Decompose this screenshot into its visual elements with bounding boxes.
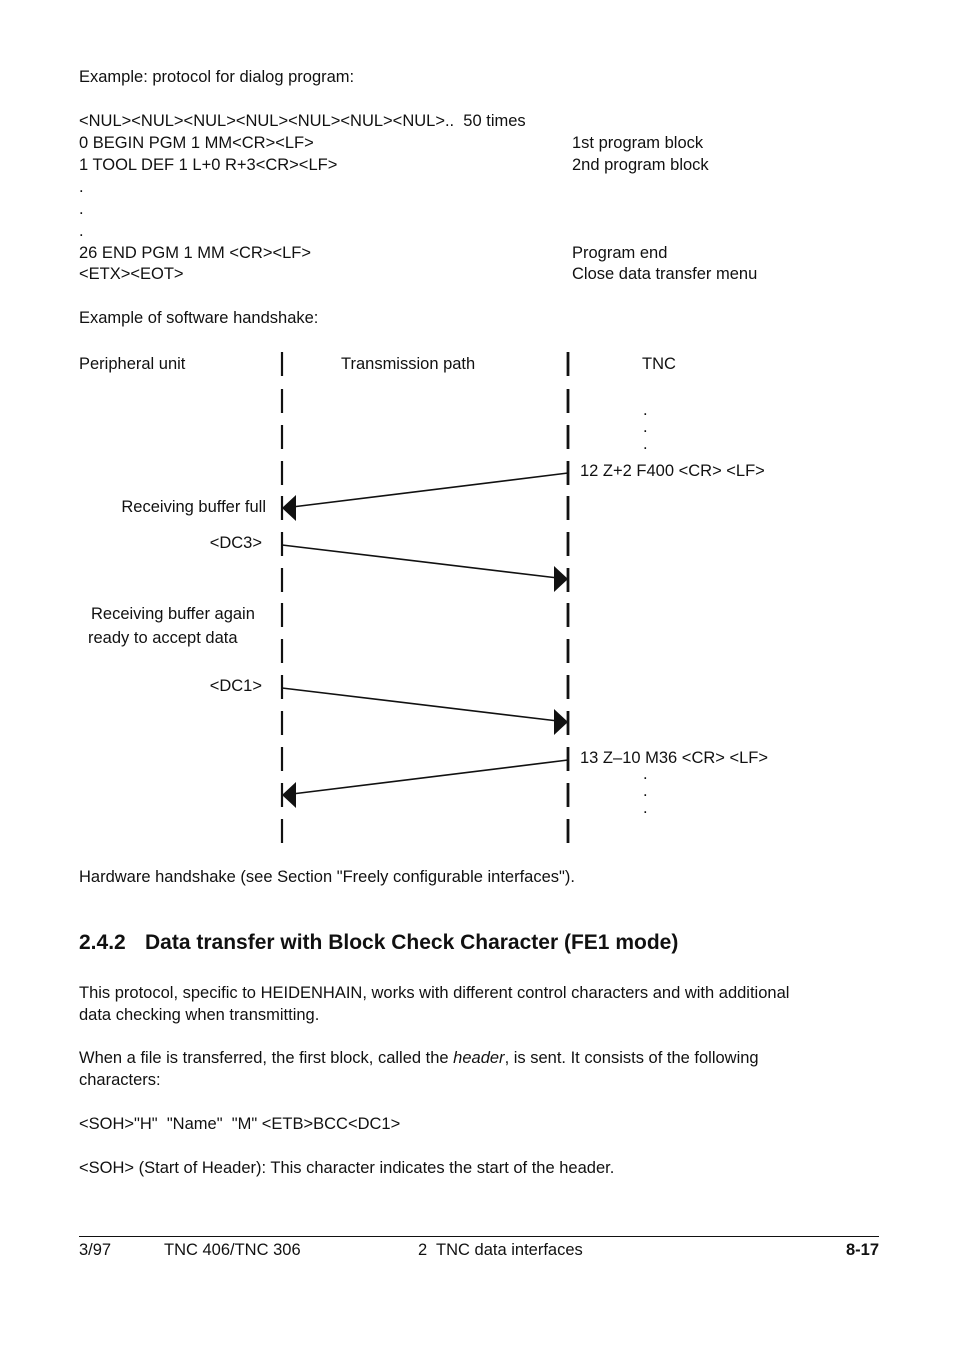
handshake-diagram-svg <box>0 340 954 860</box>
protocol-comment: Program end <box>572 244 668 262</box>
label-block12: 12 Z+2 F400 <CR> <LF> <box>580 462 765 480</box>
label-block13: 13 Z–10 M36 <CR> <LF> <box>580 749 769 767</box>
protocol-line: . <box>79 200 84 218</box>
continuation-dot: . <box>643 435 648 453</box>
protocol-line: <ETX><EOT> <box>79 265 184 283</box>
paragraph-1-line-1: This protocol, specific to HEIDENHAIN, works with different control characters and with additional <box>79 984 790 1002</box>
label-buffer-full: Receiving buffer full <box>121 498 266 516</box>
protocol-line: . <box>79 222 84 240</box>
soh-description: <SOH> (Start of Header): This character indicates the start of the header. <box>79 1159 615 1177</box>
continuation-dot: . <box>643 799 648 817</box>
paragraph-2-line-1 <box>79 1048 759 1068</box>
column-transmission-path: Transmission path <box>341 355 476 373</box>
hardware-handshake-note: Hardware handshake (see Section "Freely configurable interfaces"). <box>79 868 575 886</box>
continuation-dot: . <box>643 782 648 800</box>
protocol-comment: 2nd program block <box>572 156 709 174</box>
column-peripheral-unit: Peripheral unit <box>79 355 186 373</box>
paragraph-2-text: , is sent. It consists of the following <box>504 1049 759 1067</box>
arrow-block13 <box>282 760 568 808</box>
arrow-dc3 <box>282 545 568 592</box>
protocol-line: . <box>79 178 84 196</box>
protocol-line: 26 END PGM 1 MM <CR><LF> <box>79 244 311 262</box>
protocol-line: <NUL><NUL><NUL><NUL><NUL><NUL><NUL>.. 50 times <box>79 112 526 130</box>
label-dc1: <DC1> <box>209 677 262 695</box>
term-header: header <box>453 1049 505 1067</box>
protocol-line: 0 BEGIN PGM 1 MM<CR><LF> <box>79 134 314 152</box>
paragraph-2-line-2: characters: <box>79 1071 161 1089</box>
footer-product: TNC 406/TNC 306 <box>164 1241 301 1259</box>
protocol-line: 1 TOOL DEF 1 L+0 R+3<CR><LF> <box>79 156 338 174</box>
label-buffer-ready-line1: Receiving buffer again <box>91 605 255 623</box>
arrow-block12 <box>282 473 568 521</box>
section-heading <box>79 931 678 955</box>
label-buffer-ready-line2: ready to accept data <box>88 629 238 647</box>
footer-rule <box>79 1236 879 1237</box>
paragraph-1-line-2: data checking when transmitting. <box>79 1006 320 1024</box>
section-title: Data transfer with Block Check Character (FE1 mode) <box>145 931 679 954</box>
handshake-diagram <box>0 340 954 860</box>
continuation-dot: . <box>643 418 648 436</box>
intro-text: Example: protocol for dialog program: <box>79 68 355 86</box>
footer-chapter: 2 TNC data interfaces <box>418 1241 583 1259</box>
continuation-dot: . <box>643 765 648 783</box>
protocol-comment: Close data transfer menu <box>572 265 758 283</box>
label-dc3: <DC3> <box>209 534 262 552</box>
footer-page-number: 8-17 <box>845 1241 879 1259</box>
arrow-dc1 <box>282 688 568 735</box>
handshake-title: Example of software handshake: <box>79 309 319 327</box>
paragraph-2-text: When a file is transferred, the first block, called the <box>79 1049 454 1067</box>
continuation-dot: . <box>643 401 648 419</box>
protocol-comment: 1st program block <box>572 134 704 152</box>
column-tnc: TNC <box>642 355 676 373</box>
header-format: <SOH>"H" "Name" "M" <ETB>BCC<DC1> <box>79 1115 401 1133</box>
section-number: 2.4.2 <box>79 931 126 954</box>
footer-date: 3/97 <box>79 1241 112 1259</box>
